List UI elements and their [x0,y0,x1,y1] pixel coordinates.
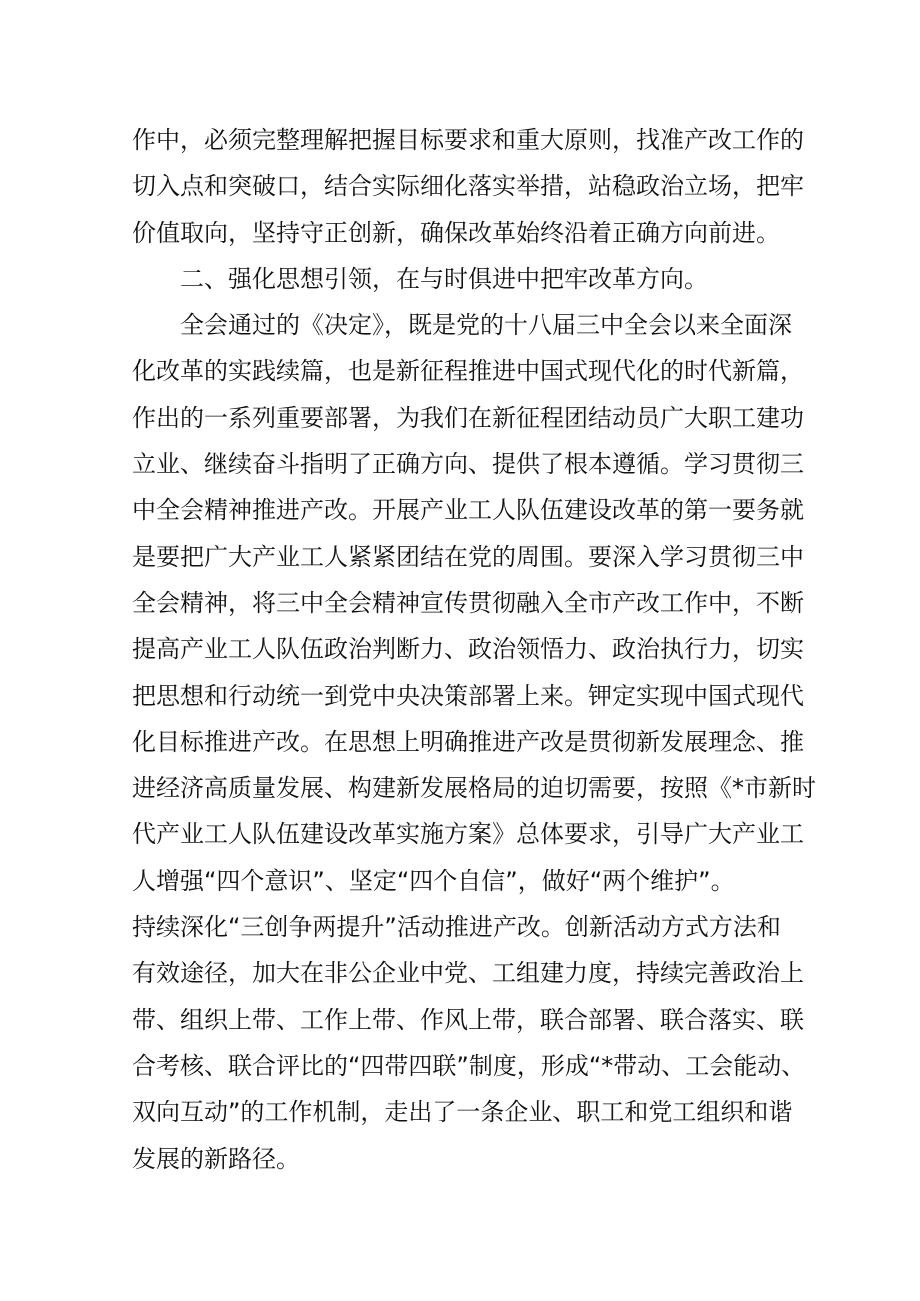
text-line-18: 持续深化“三创争两提升”活动推进产改。创新活动方式方法和 [132,913,781,942]
text-line-17: 人增强“四个意识”、坚定“四个自信”，做好“两个维护”。 [132,866,735,895]
text-line-20: 带、组织上带、工作上带、作风上带，联合部署、联合落实、联 [132,1005,804,1034]
text-line-1: 作中，必须完整理解把握目标要求和重大原则，找准产改工作的 [132,126,804,154]
text-line-5: 全会通过的《决定》，既是党的十八届三中全会以来全面深 [180,311,792,340]
text-line-11: 全会精神，将三中全会精神宣传贯彻融入全市产改工作中，不断 [132,588,804,617]
text-line-10: 是要把广大产业工人紧紧团结在党的周围。要深入学习贯彻三中 [132,542,804,571]
text-line-8: 立业、继续奋斗指明了正确方向、提供了根本遵循。学习贯彻三 [132,450,804,479]
text-line-2: 切入点和突破口，结合实际细化落实举措，站稳政治立场，把牢 [132,172,804,201]
text-line-19: 有效途径，加大在非公企业中党、工组建力度，持续完善政治上 [132,959,804,988]
text-line-21: 合考核、联合评比的“四带四联”制度，形成“*带动、工会能动、 [132,1051,806,1080]
section-heading: 二、强化思想引领，在与时俱进中把牢改革方向。 [180,264,708,293]
text-line-23: 发展的新路径。 [132,1144,300,1173]
text-line-22: 双向互动”的工作机制，走出了一条企业、职工和党工组织和谐 [132,1098,793,1127]
text-line-6: 化改革的实践续篇，也是新征程推进中国式现代化的时代新篇， [132,357,804,386]
document-body [132,117,816,1182]
text-line-14: 化目标推进产改。在思想上明确推进产改是贯彻新发展理念、推 [132,727,804,756]
text-line-9: 中全会精神推进产改。开展产业工人队伍建设改革的第一要务就 [132,496,804,525]
text-line-12: 提高产业工人队伍政治判断力、政治领悟力、政治执行力，切实 [132,635,804,664]
text-line-16: 代产业工人队伍建设改革实施方案》总体要求，引导广大产业工 [132,820,804,849]
text-line-15: 进经济高质量发展、构建新发展格局的迫切需要，按照《*市新时 [132,774,816,803]
text-line-13: 把思想和行动统一到党中央决策部署上来。钾定实现中国式现代 [132,681,804,710]
text-line-7: 作出的一系列重要部署，为我们在新征程团结动员广大职工建功 [132,403,804,432]
text-line-3: 价值取向，坚持守正创新，确保改革始终沿着正确方向前进。 [132,218,780,247]
